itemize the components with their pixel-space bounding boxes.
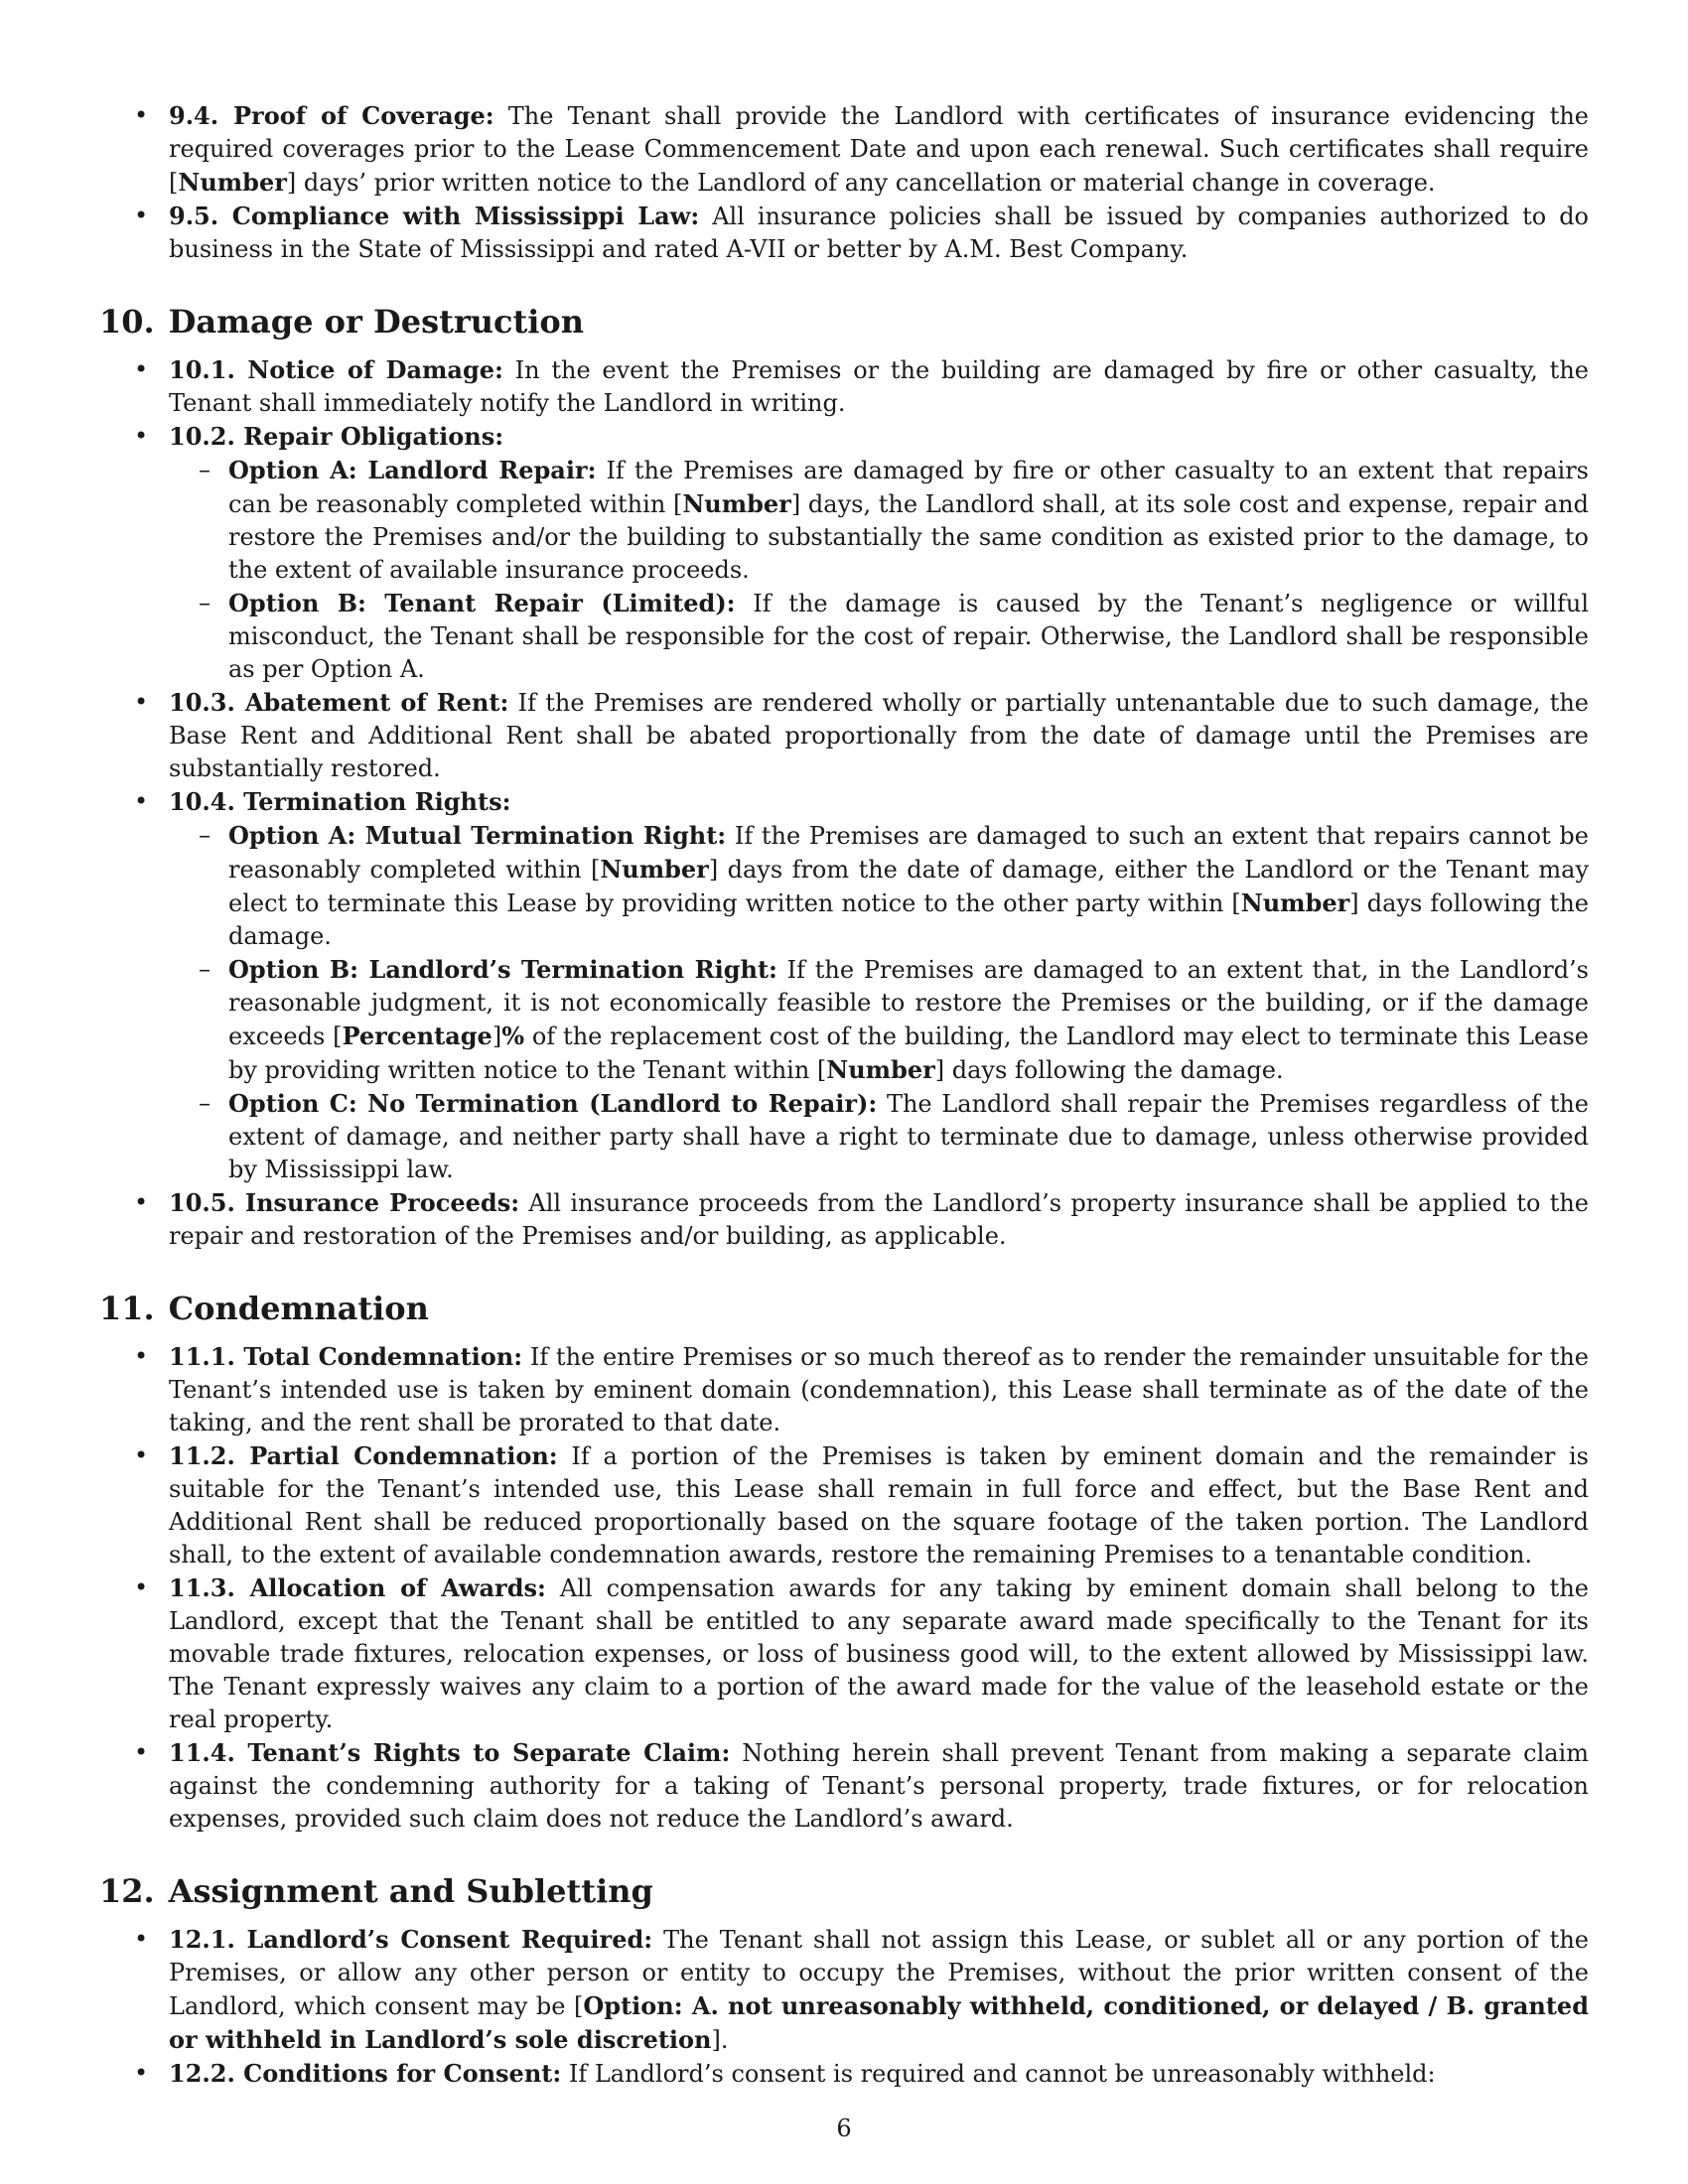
item-text: All insurance policies shall be issued by companies authorized to do business in the State of Mississippi and rated A-VII or better by A.M. Best Company. (169, 203, 1589, 263)
item-label: 11.3. Allocation of Awards: (169, 1573, 546, 1602)
item-text: ] (492, 1023, 502, 1050)
list-item (99, 420, 1589, 686)
sub-list-item (169, 953, 1589, 1087)
item-label: 11.4. Tenant’s Rights to Separate Claim: (169, 1738, 731, 1767)
placeholder-text: Number (826, 1055, 935, 1084)
item-label: 11.2. Partial Condemnation: (169, 1441, 558, 1470)
item-text: In the event the Premises or the building are damaged by fire or other casualty, the Tenant shall immediately notify the Landlord in writing. (169, 356, 1589, 417)
placeholder-text: Percentage (342, 1022, 492, 1050)
item-label: Option C: No Termination (Landlord to Repair): (228, 1089, 878, 1118)
item-text: If Landlord’s consent is required and cannot be unreasonably withheld: (561, 2060, 1436, 2088)
list-item (99, 1439, 1589, 1571)
page-number: 6 (836, 2115, 852, 2142)
item-label: 10.4. Termination Rights: (169, 787, 511, 816)
bullet-icon: • (134, 1188, 149, 1216)
placeholder-text: Number (1240, 888, 1350, 917)
item-label: 11.1. Total Condemnation: (169, 1342, 523, 1371)
item-text: ]. (711, 2026, 729, 2054)
item-text: If the damage is caused by the Tenant’s negligence or willful misconduct, the Tenant shall be responsible for the cost of repair. Otherwise, the Landlord shall be responsible as per Option A. (228, 590, 1589, 683)
item-label: 10.5. Insurance Proceeds: (169, 1188, 520, 1217)
item-label: Option A: Landlord Repair: (228, 456, 597, 484)
sections-container (99, 302, 1589, 2091)
item-text: If a portion of the Premises is taken by eminent domain and the remainder is suitable for the Tenant’s intended use, this Lease shall remain in full force and effect, but the Base Rent and Additional Rent shall be reduced proportionally based on the square footage of the taken portion. The Landlord shall, to the extent of available condemnation awards, restore the remaining Premises to a tenantable condition. (169, 1442, 1589, 1569)
bullet-icon: • (134, 787, 149, 815)
placeholder-text: % (501, 1022, 525, 1050)
item-text: ] days following the damage. (228, 889, 1589, 950)
bullet-icon: • (134, 2059, 149, 2087)
list-item (99, 1186, 1589, 1253)
bullet-icon: • (134, 101, 149, 129)
sub-list-item (169, 819, 1589, 953)
item-text: If the Premises are damaged to an extent that, in the Landlord’s reasonable judgment, it is not economically feasible to restore the Premises or the building, or if the damage exceeds [ (228, 956, 1589, 1050)
section-heading (99, 1871, 1589, 1911)
section-9-continued-list (99, 99, 1589, 266)
section-number: 12. (99, 1872, 155, 1910)
sub-list (169, 454, 1589, 686)
list-item (99, 686, 1589, 785)
section-number: 10. (99, 303, 155, 341)
placeholder-text: Number (682, 489, 791, 518)
bullet-icon: • (134, 688, 149, 716)
list-item (99, 200, 1589, 266)
dash-icon: – (199, 821, 211, 849)
bullet-icon: • (134, 1925, 149, 1953)
sub-list-item (169, 587, 1589, 686)
placeholder-text: Number (178, 168, 287, 197)
bullet-icon: • (134, 1738, 149, 1766)
item-text: If the Premises are damaged to such an extent that repairs cannot be reasonably completed within [ (228, 822, 1589, 884)
sub-list (169, 819, 1589, 1186)
item-text: ] days’ prior written notice to the Landlord of any cancellation or material change in coverage. (286, 169, 1436, 197)
sub-list-item (169, 454, 1589, 587)
dash-icon: – (199, 1089, 211, 1117)
item-text: The Landlord shall repair the Premises regardless of the extent of damage, and neither party shall have a right to terminate due to damage, unless otherwise provided by Mississippi law. (228, 1090, 1589, 1183)
item-text: All compensation awards for any taking by eminent domain shall belong to the Landlord, except that the Tenant shall be entitled to any separate award made specifically to the Tenant for its movable trade fixtures, relocation expenses, or loss of business good will, to the extent allowed by Mississippi law. The Tenant expressly waives any claim to a portion of the award made for the value of the leasehold estate or the real property. (169, 1574, 1589, 1733)
section-title: Assignment and Subletting (168, 1872, 653, 1910)
bullet-icon: • (134, 422, 149, 450)
list-item (99, 785, 1589, 1186)
bullet-icon: • (134, 1573, 149, 1601)
section-list (99, 1340, 1589, 1836)
placeholder-text: Option: A. not unreasonably withheld, conditioned, or delayed / B. granted or withheld in Landlord’s sole discretion (169, 1991, 1589, 2054)
dash-icon: – (199, 589, 211, 616)
bullet-icon: • (134, 1441, 149, 1469)
item-text: ] days following the damage. (934, 1056, 1284, 1084)
section-list (99, 1923, 1589, 2091)
item-text: The Tenant shall not assign this Lease, or sublet all or any portion of the Premises, or allow any other person or entity to occupy the Premises, without the prior written consent of the Landlord, which consent may be [ (169, 1926, 1589, 2020)
item-text: The Tenant shall provide the Landlord with certificates of insurance evidencing the required coverages prior to the Lease Commencement Date and upon each renewal. Such certificates shall require [ (169, 102, 1589, 197)
item-label: 10.1. Notice of Damage: (169, 355, 503, 384)
item-label: 10.2. Repair Obligations: (169, 422, 504, 451)
bullet-icon: • (134, 355, 149, 383)
item-text: If the entire Premises or so much thereof as to render the remainder unsuitable for the Tenant’s intended use is taken by eminent domain (condemnation), this Lease shall terminate as of the date of the taking, and the rent shall be prorated to that date. (169, 1343, 1589, 1436)
item-text: ] days from the date of damage, either the Landlord or the Tenant may elect to terminate this Lease by providing written notice to the other party within [ (228, 856, 1590, 917)
item-text: ] days, the Landlord shall, at its sole cost and expense, repair and restore the Premises and/or the building to substantially the same condition as existed prior to the damage, to the extent of available insurance proceeds. (228, 490, 1589, 584)
page-content (99, 99, 1589, 2091)
section-title: Condemnation (168, 1290, 429, 1327)
item-text: Nothing herein shall prevent Tenant from making a separate claim against the condemning authority for a taking of Tenant’s personal property, trade fixtures, or for relocation expenses, provided such claim does not reduce the Landlord’s award. (169, 1739, 1589, 1833)
item-label: 12.2. Conditions for Consent: (169, 2059, 562, 2088)
list-item (99, 1571, 1589, 1736)
list-item (99, 1736, 1589, 1836)
list-item (99, 99, 1589, 200)
item-label: 10.3. Abatement of Rent: (169, 688, 509, 717)
item-label: Option B: Tenant Repair (Limited): (228, 589, 736, 617)
item-text: All insurance proceeds from the Landlord’s property insurance shall be applied to the repair and restoration of the Premises and/or building, as applicable. (169, 1189, 1590, 1250)
bullet-icon: • (134, 202, 149, 229)
list-item (99, 1340, 1589, 1439)
section-number: 11. (99, 1290, 155, 1327)
item-label: 9.4. Proof of Coverage: (169, 101, 494, 130)
sub-list-item (169, 1087, 1589, 1186)
item-text: If the Premises are rendered wholly or partially untenantable due to such damage, the Base Rent and Additional Rent shall be abated proportionally from the date of damage until the Premises are substantially restored. (169, 689, 1589, 782)
item-label: 9.5. Compliance with Mississippi Law: (169, 202, 700, 230)
bullet-icon: • (134, 1342, 149, 1370)
placeholder-text: Number (600, 855, 709, 884)
item-label: 12.1. Landlord’s Consent Required: (169, 1925, 653, 1954)
dash-icon: – (199, 456, 211, 483)
section-heading (99, 302, 1589, 341)
list-item (99, 353, 1589, 420)
section-title: Damage or Destruction (168, 303, 585, 341)
dash-icon: – (199, 955, 211, 983)
item-label: Option B: Landlord’s Termination Right: (228, 955, 777, 984)
item-text: If the Premises are damaged by fire or other casualty to an extent that repairs can be reasonably completed within [ (228, 457, 1589, 518)
item-label: Option A: Mutual Termination Right: (228, 821, 727, 850)
item-text: of the replacement cost of the building, the Landlord may elect to terminate this Lease by providing written notice to the Tenant within [ (228, 1023, 1589, 1084)
section-heading (99, 1289, 1589, 1328)
list-item (99, 1923, 1589, 2057)
list-item (99, 2057, 1589, 2091)
section-list (99, 353, 1589, 1253)
